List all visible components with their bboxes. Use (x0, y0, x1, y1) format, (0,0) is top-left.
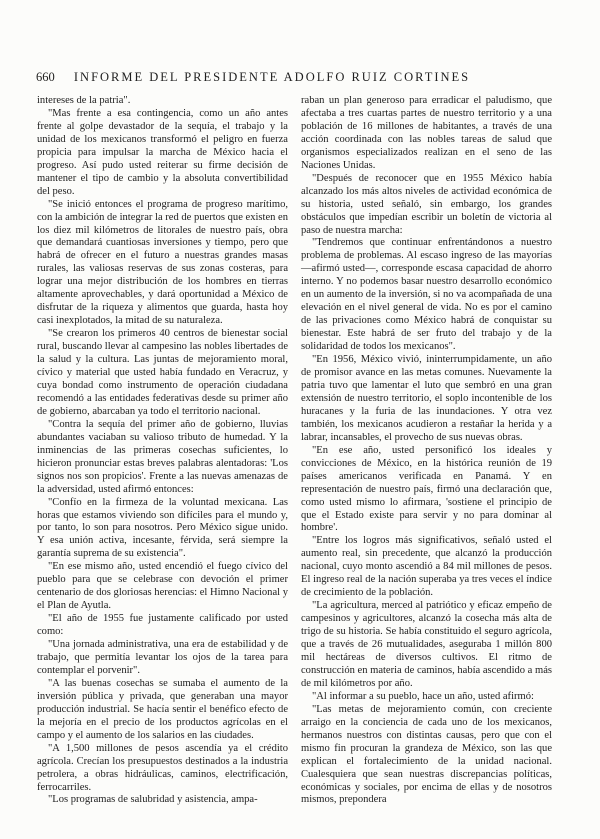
paragraph: "Tendremos que continuar enfrentándonos a nuestro problema de problemas. Al escaso ingreso de las mayorías —afirmó usted—, corresponde escasa capacidad de ahorro interno. Y no podemos basar nuestro desarrollo económico en un aumento de la inversión, si no va acompañada de una elevación en el nivel general de vida. No es por el camino de las privaciones como México habrá de conquistar su bienestar. Este habrá de ser fruto del trabajo y de la solidaridad de todos los mexicanos". (301, 237, 552, 353)
paragraph: "Se crearon los primeros 40 centros de bienestar social rural, buscando llevar al campesino las nobles libertades de la salud y la cultura. Las juntas de mejoramiento moral, cívico y material que usted había fundado en Veracruz, y cuya bondad como instrumento de operación ciudadana recomendó a las entidades federativas desde su primer año de gobierno, abarcaban ya todo el territorio nacional. (37, 328, 288, 417)
paragraph: "El año de 1955 fue justamente calificado por usted como: (37, 613, 288, 638)
paragraph: "Después de reconocer que en 1955 México había alcanzado los más altos niveles de actividad económica de su historia, usted señaló, sin embargo, los grandes obstáculos que impedían escribir un boletín de victoria al paso de nuestra marcha: (301, 172, 552, 236)
paragraph: "En 1956, México vivió, ininterrumpidamente, un año de promisor avance en las metas comunes. Nuevamente la patria tuvo que lamentar el luto que sembró en una gran extensión de nuestro territorio, el soplo incontenible de los huracanes y la furia de las inundaciones. Y otra vez también, los mexicanos acudieron a restañar la herida y a labrar, incansables, el provecho de sus nuevas obras. (301, 354, 552, 443)
paragraph: "Entre los logros más significativos, señaló usted el aumento real, sin precedente, que alcanzó la producción nacional, cuyo monto ascendió a 84 mil millones de pesos. El ingreso real de la nación superaba ya tres veces el índice de crecimiento de la población. (301, 535, 552, 599)
paragraph: "Una jornada administrativa, una era de estabilidad y de trabajo, que permitía levantar los ojos de la tarea para contemplar el porvenir". (37, 639, 288, 676)
paragraph: "Las metas de mejoramiento común, con creciente arraigo en la conciencia de cada uno de los mexicanos, hermanos nuestros con distintas causas, pero que con el mismo fin procuran la grandeza de México, son las que explican el fortalecimiento de la unidad nacional. Cualesquiera que sean nuestras discrepancias políticas, económicas y sociales, por encima de ellas y de nosotros mismos, prepondera (301, 703, 552, 806)
paragraph: "La agricultura, merced al patriótico y eficaz empeño de campesinos y agricultores, alcanzó la cosecha más alta de trigo de su historia. Se había constituido el seguro agrícola, que a través de 26 mutualidades, aseguraba 1 millón 800 mil hectáreas de diversos cultivos. El ritmo de construcción en materia de caminos, había ascendido a más de mil kilómetros por año. (301, 600, 552, 689)
paragraph: "Confío en la firmeza de la voluntad mexicana. Las horas que estamos viviendo son difíciles para el mundo y, por tanto, lo son para nosotros. Pero México sigue unido. Y esa unión activa, incesante, férvida, será siempre la garantía suprema de su existencia". (37, 496, 288, 560)
paragraph: "A 1,500 millones de pesos ascendía ya el crédito agrícola. Crecían los presupuestos destinados a la industria petrolera, a obras hidráulicas, caminos, electrificación, ferrocarriles. (37, 742, 288, 793)
left-column (37, 95, 288, 807)
running-title: INFORME DEL PRESIDENTE ADOLFO RUIZ CORTINES (73, 70, 471, 84)
paragraph: "Contra la sequía del primer año de gobierno, lluvias abundantes vaciaban su valioso tributo de humedad. Y la inminencias de las primeras cosechas suficientes, lo hicieron pronunciar estas breves palabras alentadoras: 'Los signos nos son propicios'. Frente a las nuevas amenazas de la adversidad, usted afirmó entonces: (37, 418, 288, 495)
paragraph: "Mas frente a esa contingencia, como un año antes frente al golpe devastador de la sequía, el trabajo y la unidad de los mexicanos transformó el peligro en fuerza propicia para impulsar la marcha de México hacia el progreso. Así pudo usted reiterar su firme decisión de mantener el tipo de cambio y la absoluta convertibilidad del peso. (37, 107, 288, 197)
paragraph: "Se inició entonces el programa de progreso marítimo, con la ambición de integrar la red de puertos que existen en los diez mil kilómetros de litorales de nuestro país, obra que demandará cuantiosas inversiones y tiempo, pero que habrá de ofrecer en el futuro a nuestras grandes masas rurales, las valiosas reservas de sus zonas costeras, para lograr una mejor distribución de los hombres en tierras altamente aprovechables, y dará oportunidad a México de disfrutar de la riqueza y alimentos que guarda, hasta hoy casi inexplotados, la mitad de su naturaleza. (37, 198, 288, 327)
paragraph: "En ese mismo año, usted encendió el fuego cívico del pueblo para que se celebrase con devoción el primer centenario de dos gloriosas herencias: el Himno Nacional y el Plan de Ayutla. (37, 561, 288, 612)
paragraph: raban un plan generoso para erradicar el paludismo, que afectaba a tres cuartas partes de nuestro territorio y a una población de 16 millones de habitantes, a través de una acción coordinada con las nobles tareas de salud que organismos especializados realizan en el seno de las Naciones Unidas. (301, 95, 552, 171)
paragraph: "En ese año, usted personificó los ideales y convicciones de México, en la histórica reunión de 19 países americanos verificada en Panamá. Y en representación de nuestro país, firmó una declaración que, como usted mismo lo afirmara, 'sostiene el principio de que el Estado existe para servir y no para dominar al hombre'. (301, 444, 552, 534)
paragraph: "Los programas de salubridad y asistencia, ampa- (48, 794, 258, 806)
right-column (301, 95, 552, 807)
page-number: 660 (36, 70, 55, 84)
paragraph: "A las buenas cosechas se sumaba el aumento de la inversión pública y privada, que generaban una mayor producción industrial. Se hacía sentir el benéfico efecto de la mejoría en el precio de los productos agrícolas en el campo y el aumento de los salarios en las ciudades. (37, 677, 288, 741)
paragraph: "Al informar a su pueblo, hace un año, usted afirmó: (312, 690, 534, 702)
paragraph: intereses de la patria". (37, 95, 131, 106)
running-header (36, 70, 560, 85)
